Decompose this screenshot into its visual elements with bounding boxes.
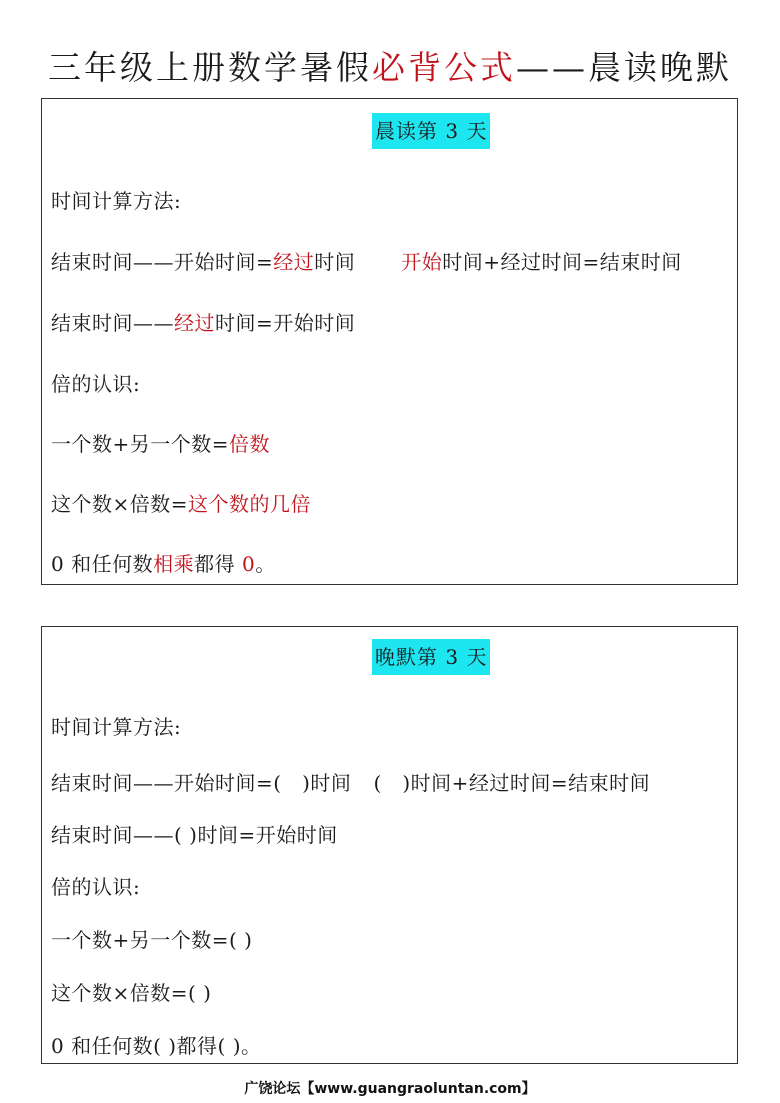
evening-line-start-formula: 结束时间——( )时间=开始时间 <box>51 823 338 847</box>
title-suffix: ——晨读晚默 <box>516 48 732 87</box>
title-red: 必背公式 <box>372 48 516 87</box>
morning-line3-a: 结束时间—— <box>51 311 174 335</box>
evening-line-zero-rule: 0 和任何数( )都得( )。 <box>51 1034 262 1058</box>
morning-line-product-formula <box>51 490 311 518</box>
page-title <box>0 44 780 92</box>
morning-line-sum-formula <box>51 430 270 458</box>
morning-line-zero-rule <box>51 550 276 578</box>
evening-line-product-formula: 这个数×倍数=( ) <box>51 981 212 1005</box>
morning-line7-c: 都得 <box>194 552 242 576</box>
morning-line3-c: 时间=开始时间 <box>215 311 356 335</box>
evening-line-time-methods: 时间计算方法: <box>51 715 182 739</box>
footer-source: 广饶论坛【www.guangraoluntan.com】 <box>244 1081 536 1097</box>
morning-line-elapsed-formula <box>51 248 682 276</box>
morning-line2-c: 时间 <box>314 250 356 274</box>
morning-line2-b: 经过 <box>273 250 315 274</box>
morning-line3-b: 经过 <box>174 311 215 335</box>
morning-line6-b: 这个数的几倍 <box>188 492 312 516</box>
morning-line5-b: 倍数 <box>229 432 271 456</box>
title-black: 三年级上册数学暑假 <box>48 48 372 87</box>
morning-line7-d: 0 <box>241 552 256 576</box>
morning-line5-a: 一个数+另一个数= <box>51 432 230 456</box>
evening-line2-a: 结束时间——开始时间=( )时间 <box>51 771 352 795</box>
evening-line-sum-formula: 一个数+另一个数=( ) <box>51 928 253 952</box>
morning-heading: 晨读第 3 天 <box>372 113 490 149</box>
evening-line-multiple-heading: 倍的认识: <box>51 875 141 899</box>
morning-line7-b: 相乘 <box>153 552 195 576</box>
evening-heading: 晚默第 3 天 <box>372 639 490 675</box>
morning-reading-box <box>41 98 738 585</box>
morning-line-multiple-heading: 倍的认识: <box>51 372 141 396</box>
morning-line2-e: 时间+经过时间=结束时间 <box>442 250 682 274</box>
morning-line6-a: 这个数×倍数= <box>51 492 189 516</box>
evening-recitation-box <box>41 626 738 1064</box>
evening-line2-b: ( )时间+经过时间=结束时间 <box>373 771 651 795</box>
morning-line2-a: 结束时间——开始时间= <box>51 250 274 274</box>
evening-line-elapsed-formula <box>51 769 650 797</box>
morning-line7-a: 0 和任何数 <box>51 552 154 576</box>
morning-line2-d: 开始 <box>401 250 443 274</box>
morning-line7-e: 。 <box>255 552 276 576</box>
morning-line-time-methods: 时间计算方法: <box>51 189 182 213</box>
morning-line-start-formula <box>51 309 355 337</box>
